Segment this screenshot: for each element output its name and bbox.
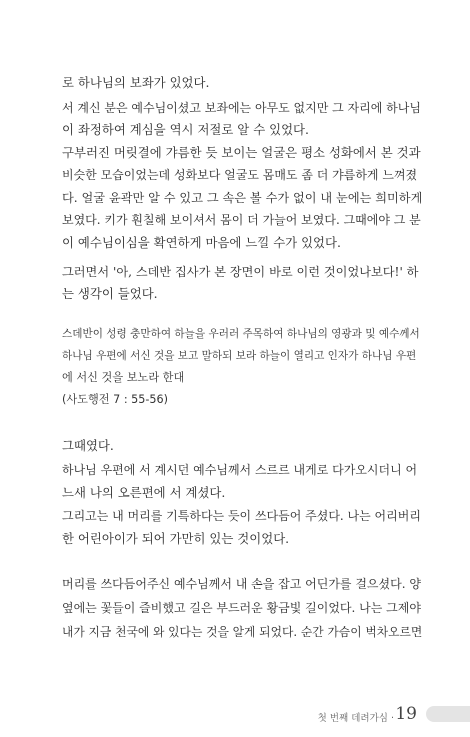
- quote-line: 에 서신 것을 보노라 한대: [62, 371, 185, 384]
- chapter-label: 첫 번째 데려가심 ·: [317, 713, 394, 724]
- quote-citation: (사도행전 7 : 55-56): [62, 393, 169, 406]
- text-line: 서 계신 분은 예수님이셨고 보좌에는 아무도 없지만 그 자리에 하나님: [62, 101, 421, 115]
- text-line: 그때였다.: [62, 438, 114, 453]
- text-line: 이 예수님이심을 확연하게 마음에 느낄 수가 있었다.: [62, 235, 341, 250]
- quote-line: 하나님 우편에 서신 것을 보고 말하되 보라 하늘이 열리고 인자가 하나님 우편: [62, 350, 417, 362]
- text-line: 로 하나님의 보좌가 있었다.: [62, 75, 210, 90]
- page-footer: [0, 700, 470, 726]
- text-line: 다. 얼굴 윤곽만 알 수 있고 그 속은 볼 수가 없이 내 눈에는 희미하게: [62, 191, 423, 205]
- text-line: 옆에는 꽃들이 즐비했고 길은 부드러운 황금빛 길이었다. 나는 그제야: [62, 601, 421, 615]
- text-line: 그리고는 내 머리를 기특하다는 듯이 쓰다듬어 주셨다. 나는 어리버리: [62, 509, 421, 523]
- text-line: 내가 지금 천국에 와 있다는 것을 알게 되었다. 순간 가슴이 벅차오르면: [62, 625, 423, 639]
- quote-line: 스데반이 성령 충만하여 하늘을 우러러 주목하여 하나님의 영광과 및 예수께서: [62, 328, 420, 340]
- text-line: 하나님 우편에 서 계시던 예수님께서 스르르 내게로 다가오시더니 어: [62, 463, 418, 477]
- text-line: 한 어린아이가 되어 가만히 있는 것이었다.: [62, 531, 290, 546]
- text-line: 느새 나의 오른편에 서 계셨다.: [62, 485, 226, 500]
- page-number: 19: [395, 704, 417, 724]
- text-line: 보였다. 키가 훤칠해 보이셔서 몸이 더 가늘어 보였다. 그때에야 그 분: [62, 213, 421, 227]
- thumb-tab: [426, 706, 470, 722]
- text-line: 구부러진 머릿결에 갸름한 듯 보이는 얼굴은 평소 성화에서 본 것과: [62, 145, 421, 160]
- text-line: 머리를 쓰다듬어주신 예수님께서 내 손을 잡고 어딘가를 걸으셨다. 양: [62, 577, 421, 591]
- text-line: 비슷한 모습이었는데 성화보다 얼굴도 몸매도 좀 더 갸름하게 느껴졌: [62, 168, 418, 182]
- text-line: 이 좌정하여 계심을 역시 저절로 알 수 있었다.: [62, 122, 309, 137]
- text-line: 는 생각이 들었다.: [62, 286, 158, 301]
- text-line: 그러면서 '아, 스데반 집사가 본 장면이 바로 이런 것이었나보다!' 하: [62, 265, 419, 279]
